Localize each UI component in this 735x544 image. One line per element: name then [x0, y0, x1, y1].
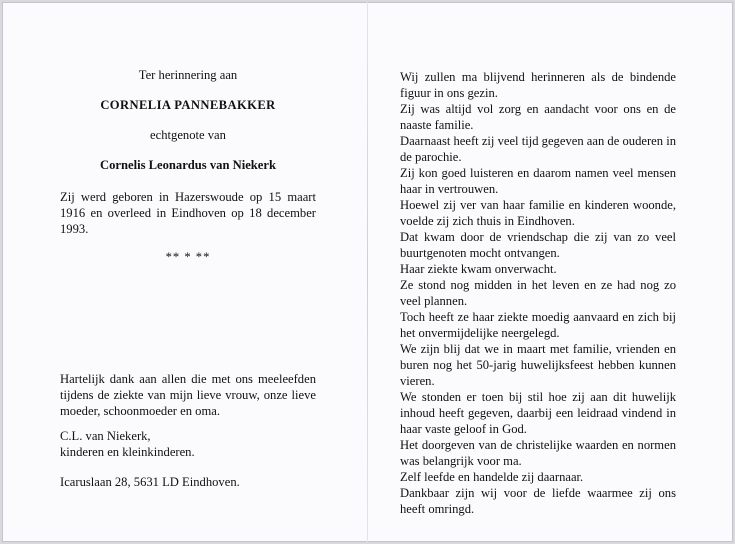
paragraph: Het doorgeven van de christelijke waarden en normen was belangrijk voor ma. [400, 438, 676, 468]
life-dates-text: Zij werd geboren in Hazerswoude op 15 maart 1916 en overleed in Eindhoven op 18 december 1993. [60, 190, 316, 236]
paragraph: We zijn blij dat we in maart met familie, vrienden en buren nog het 50-jarig huwelijksfeest hebben kunnen vieren. [400, 342, 676, 388]
paragraph: Dankbaar zijn wij voor de liefde waarmee zij ons heeft omringd. [400, 486, 676, 516]
paragraph: Daarnaast heeft zij veel tijd gegeven aan de ouderen in de parochie. [400, 134, 676, 164]
spouse-label: echtgenote van [150, 128, 226, 142]
left-panel [60, 60, 316, 265]
paragraph: Zelf leefde en handelde zij daarnaar. [400, 470, 584, 484]
thanks-text: Hartelijk dank aan allen die met ons meeleefden tijdens de ziekte van mijn lieve vrouw, onze lieve moeder, schoonmoeder en oma. [60, 372, 316, 418]
paragraph: Dat kwam door de vriendschap die zij van zo veel buurtgenoten mocht ontvangen. [400, 230, 676, 260]
paragraph: Hoewel zij ver van haar familie en kinderen woonde, voelde zij zich thuis in Eindhoven. [400, 198, 676, 228]
paragraph: Wij zullen ma blijvend herinneren als de bindende figuur in ons gezin. [400, 70, 676, 100]
separator: ** * ** [165, 250, 211, 264]
paragraph: Zij was altijd vol zorg en aandacht voor ons en de naaste familie. [400, 102, 676, 132]
paragraph: Toch heeft ze haar ziekte moedig aanvaard en zich bij het onvermijdelijke neergelegd. [400, 310, 676, 340]
address: Icaruslaan 28, 5631 LD Eindhoven. [60, 475, 240, 489]
signature-family: kinderen en kleinkinderen. [60, 445, 195, 459]
right-panel [400, 69, 676, 517]
paragraph: Ze stond nog midden in het leven en ze had nog zo veel plannen. [400, 278, 676, 308]
spouse-name: Cornelis Leonardus van Niekerk [100, 158, 276, 172]
deceased-name: CORNELIA PANNEBAKKER [100, 98, 276, 112]
signature [60, 428, 316, 460]
paragraph: Zij kon goed luisteren en daarom namen veel mensen haar in vertrouwen. [400, 166, 676, 196]
paragraph: Haar ziekte kwam onverwacht. [400, 262, 557, 276]
paragraph: We stonden er toen bij stil hoe zij aan dit huwelijk inhoud heeft gegeven, daarbij een leidraad vindend in haar vaste geloof in God. [400, 390, 676, 436]
card-fold-line [367, 2, 368, 542]
intro-text: Ter herinnering aan [138, 68, 238, 82]
signature-name: C.L. van Niekerk, [60, 429, 151, 443]
